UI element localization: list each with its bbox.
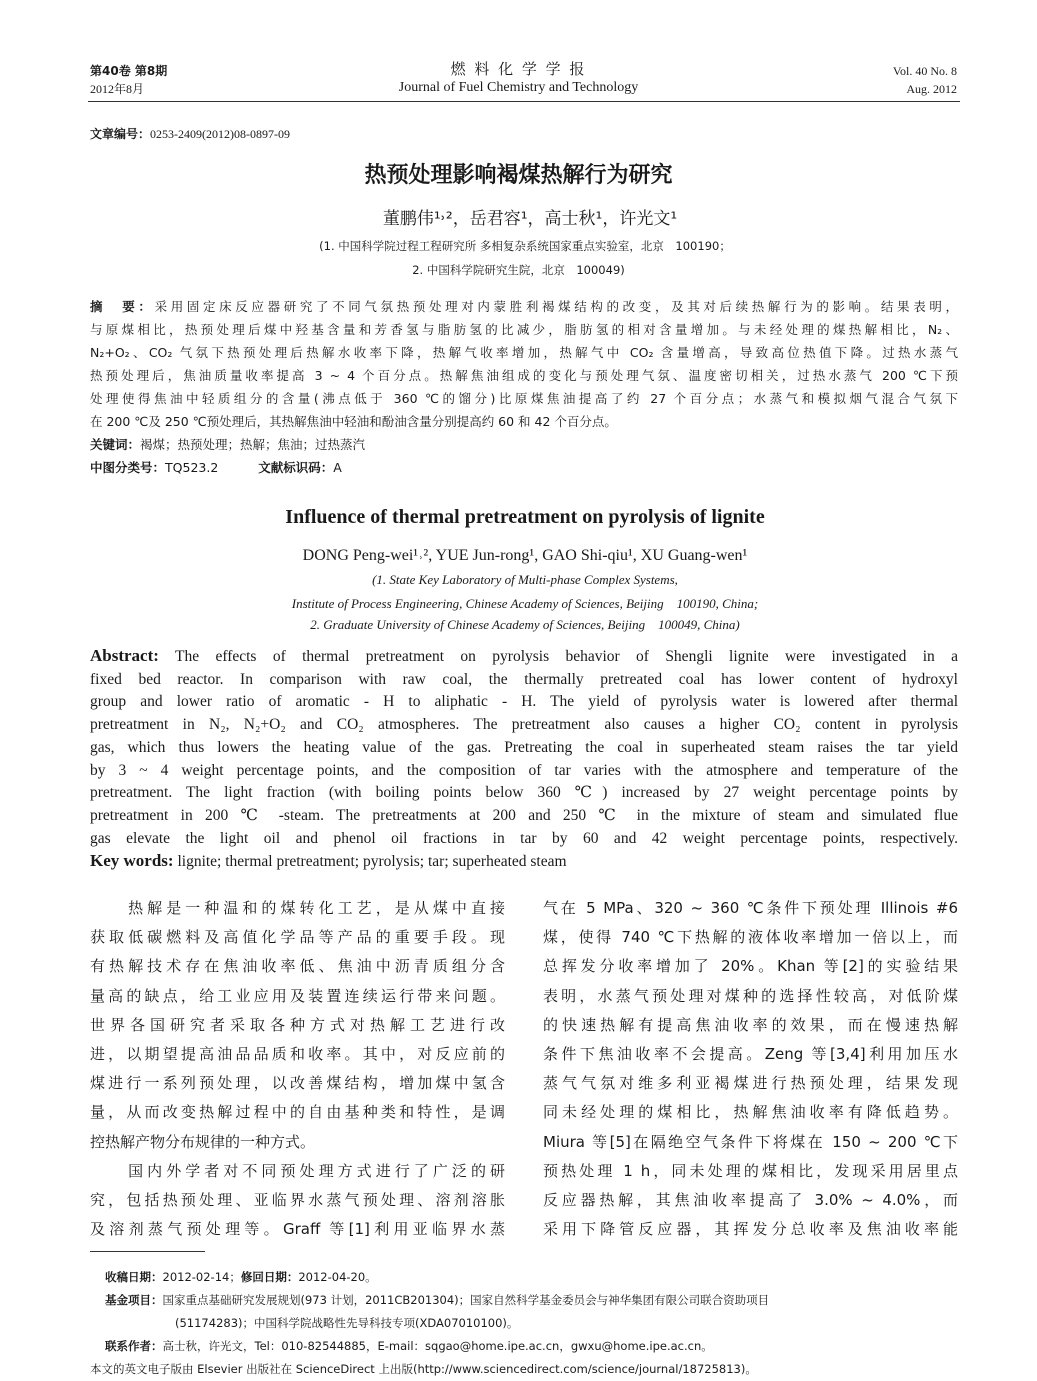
body-line: 反应器热解，其焦油收率提高了 3.0% ~ 4.0%，而 (543, 1191, 958, 1210)
keywords-zh-value: 褐煤；热预处理；热解；焦油；过热蒸汽 (140, 437, 366, 452)
abstract-zh-line: N₂+O₂、CO₂ 气氛下热预处理后热解水收率下降，热解气收率增加，热解气中 CO₂ 含量增高，导致高位热值下降。过热水蒸气 (90, 345, 958, 360)
body-line: 煤进行一系列预处理，以改善煤结构，增加煤中氢含 (90, 1074, 505, 1093)
affiliation-zh-1: (1. 中国科学院过程工程研究所 多相复杂系统国家重点实验室，北京 100190； (319, 239, 731, 253)
keywords-en-label: Key words: (90, 851, 174, 871)
abstract-en-text: The effects of thermal pretreatment on pyrolysis behavior of Shengli lignite were investigated in a (175, 648, 958, 665)
keywords-en (90, 850, 958, 874)
keywords-zh-label: 关键词： (90, 437, 141, 452)
revised-label: 修回日期： (240, 1270, 299, 1284)
body-line: 国内外学者对不同预处理方式进行了广泛的研 (90, 1161, 505, 1180)
volume-en: Vol. 40 No. 8 (892, 64, 957, 78)
abstract-en-line: gas elevate the light oil and phenol oil fractions in tar by 60 and 42 weight percentage points, respectively. (90, 829, 958, 847)
body-line: 预热处理 1 h，同未处理的煤相比，发现采用居里点 (543, 1161, 958, 1180)
body-column-left (90, 894, 505, 1244)
contact-label: 联系作者： (105, 1339, 163, 1353)
body-line: 控热解产物分布规律的一种方式。 (90, 1132, 316, 1151)
abstract-zh-line: 热预处理后，焦油质量收率提高 3 ~ 4 个百分点。热解焦油组成的变化与预处理气氛、温度密切相关，过热水蒸气 200 ℃下预 (90, 368, 958, 383)
body-line: 总挥发分收率增加了 20%。Khan 等[2]的实验结果 (543, 957, 958, 976)
body-column-right (543, 894, 958, 1244)
abstract-en-line: pretreatment. The light fraction (with boiling points below 360 ℃) increased by 27 weight percentage points by (90, 784, 958, 802)
body-line: 世界各国研究者采取各种方式对热解工艺进行改 (90, 1015, 505, 1034)
keywords-en-value: lignite; thermal pretreatment; pyrolysis; tar; superheated steam (177, 853, 567, 871)
journal-title-zh: 燃 料 化 学 学 报 (450, 60, 587, 78)
body-line: 条件下焦油收率不会提高。Zeng 等[3,4]利用加压水 (543, 1045, 958, 1064)
abstract-zh-label: 摘 要： (90, 299, 155, 314)
authors-zh: 董鹏伟¹˒²，岳君容¹，高士秋¹，许光文¹ (382, 209, 678, 229)
affiliation-en-1: (1. State Key Laboratory of Multi-phase Complex Systems, (372, 572, 678, 587)
abstract-en-line: gas, which thus lowers the heating value of the gas. Pretreating the coal in superheated steam raises the tar yield (90, 738, 958, 756)
article-number-label: 文章编号： (90, 127, 151, 141)
abstract-en-line: pretreatment in N₂, N₂+O₂ and CO₂ atmospheres. The pretreatment also causes a higher CO₂ content in pyrolysis (90, 716, 958, 734)
contact-text: 高士秋，许光文，Tel：010-82544885，E-mail：sqgao@home.ipe.ac.cn，gwxu@home.ipe.ac.cn。 (162, 1339, 713, 1353)
clc-value: TQ523.2 (165, 460, 219, 475)
body-line: 获取低碳燃料及高值化学品等产品的重要手段。现 (90, 928, 505, 947)
fund-label: 基金项目： (105, 1293, 163, 1307)
footnote-dates (105, 1266, 965, 1289)
abstract-en-label: Abstract: (90, 646, 159, 665)
revised-date: 2012-04-20。 (298, 1270, 377, 1284)
article-number (90, 125, 290, 142)
clc-label: 中图分类号： (90, 460, 166, 475)
title-zh: 热预处理影响褐煤热解行为研究 (364, 163, 673, 188)
classification (90, 456, 958, 479)
affiliation-en-2: Institute of Process Engineering, Chinese Academy of Sciences, Beijing 100190, China; (291, 596, 759, 611)
footnote-rule (90, 1251, 205, 1252)
affiliation-zh-2: 2. 中国科学院研究生院，北京 100049) (412, 263, 625, 277)
body-line: 究，包括热预处理、亚临界水蒸气预处理、溶剂溶胀 (90, 1191, 505, 1210)
body-line: 量高的缺点，给工业应用及装置连续运行带来问题。 (90, 986, 505, 1005)
body-line: 表明，水蒸气预处理对煤种的选择性较高，对低阶煤 (543, 986, 958, 1005)
date-en: Aug. 2012 (906, 82, 957, 96)
article-number-value: 0253-2409(2012)08-0897-09 (150, 127, 290, 141)
body-line: Miura 等[5]在隔绝空气条件下将煤在 150 ~ 200 ℃下 (543, 1132, 958, 1151)
footnotes (90, 1266, 965, 1381)
abstract-en-line: group and lower ratio of aromatic - H to aliphatic - H. The yield of pyrolysis water is lowered after thermal (90, 693, 958, 711)
title-en: Influence of thermal pretreatment on pyrolysis of lignite (285, 506, 765, 528)
abstract-zh-line: 处理使得焦油中轻质组分的含量(沸点低于 360 ℃的馏分)比原煤焦油提高了约 27 个百分点；水蒸气和模拟烟气混合气氛下 (90, 391, 958, 406)
footnote-contact (105, 1335, 965, 1358)
body-line: 及溶剂蒸气预处理等。Graff 等[1]利用亚临界水蒸 (90, 1220, 505, 1239)
abstract-zh-line (90, 295, 958, 318)
body-line: 的快速热解有提高焦油收率的效果，而在慢速热解 (543, 1015, 958, 1034)
body-line: 气在 5 MPa、320 ~ 360 ℃条件下预处理 Illinois #6 (543, 899, 958, 917)
authors-en: DONG Peng-wei¹˒², YUE Jun-rong¹, GAO Shi-qiu¹, XU Guang-wen¹ (302, 547, 748, 564)
volume-issue: 第40卷 第8期 (90, 64, 168, 78)
received-label: 收稿日期： (105, 1270, 163, 1284)
abstract-en-line: fixed bed reactor. In comparison with raw coal, the thermally pretreated coal has lower content of hydroxyl (90, 670, 958, 688)
received-date: 2012-02-14； (162, 1270, 241, 1284)
doc-code-label: 文献标识码： (258, 460, 334, 475)
body-line: 煤，使得 740 ℃下热解的液体收率增加一倍以上，而 (543, 928, 958, 947)
body-line: 采用下降管反应器，其挥发分总收率及焦油收率能 (543, 1220, 958, 1239)
body-line: 进，以期望提高油品品质和收率。其中，对反应前的 (90, 1045, 505, 1064)
abstract-zh-line: 在 200 ℃及 250 ℃预处理后，其热解焦油中轻油和酚油含量分别提高约 60 和 42 个百分点。 (90, 414, 617, 429)
body-line: 蒸气气氛对维多利亚褐煤进行热预处理，结果发现 (543, 1074, 958, 1093)
abstract-en-line (90, 645, 958, 669)
journal-title-en: Journal of Fuel Chemistry and Technology (398, 80, 639, 95)
abstract-zh (90, 295, 958, 479)
abstract-en-line: by 3 ~ 4 weight percentage points, and the composition of tar varies with the atmosphere and temperature of the (90, 761, 958, 779)
body-line: 热解是一种温和的煤转化工艺，是从煤中直接 (90, 899, 505, 917)
fund-text: 国家重点基础研究发展规划(973 计划，2011CB201304)；国家自然科学基金委员会与神华集团有限公司联合资助项目 (162, 1293, 770, 1307)
header-rule (88, 101, 960, 102)
issue-date: 2012年8月 (90, 82, 145, 96)
abstract-en (90, 645, 958, 874)
abstract-en-line: pretreatment in 200 ℃ -steam. The pretreatments at 200 and 250 ℃ in the mixture of steam and simulated flue (90, 806, 958, 824)
body-line: 量，从而改变热解过程中的自由基种类和特性，是调 (90, 1103, 505, 1122)
abstract-zh-text: 采用固定床反应器研究了不同气氛热预处理对内蒙胜利褐煤结构的改变，及其对后续热解行为的影响。结果表明， (154, 299, 958, 314)
fund-text-cont: (51174283)；中国科学院战略性先导科技专项(XDA07010100)。 (175, 1316, 519, 1330)
affiliation-en-3: 2. Graduate University of Chinese Academy of Sciences, Beijing 100049, China) (310, 617, 740, 632)
footnote-elsevier: 本文的英文电子版由 Elsevier 出版社在 ScienceDirect 上出版(http://www.sciencedirect.com/science/journal/18725813)。 (90, 1362, 757, 1376)
keywords-zh (90, 433, 958, 456)
body-line: 有热解技术存在焦油收率低、焦油中沥青质组分含 (90, 957, 505, 976)
body-line: 同未经处理的煤相比，热解焦油收率有降低趋势。 (543, 1103, 958, 1122)
abstract-zh-line: 与原煤相比，热预处理后煤中羟基含量和芳香氢与脂肪氢的比减少，脂肪氢的相对含量增加。与未经处理的煤热解相比，N₂、 (90, 322, 958, 337)
doc-code-value: A (333, 460, 342, 475)
footnote-fund (105, 1289, 965, 1312)
